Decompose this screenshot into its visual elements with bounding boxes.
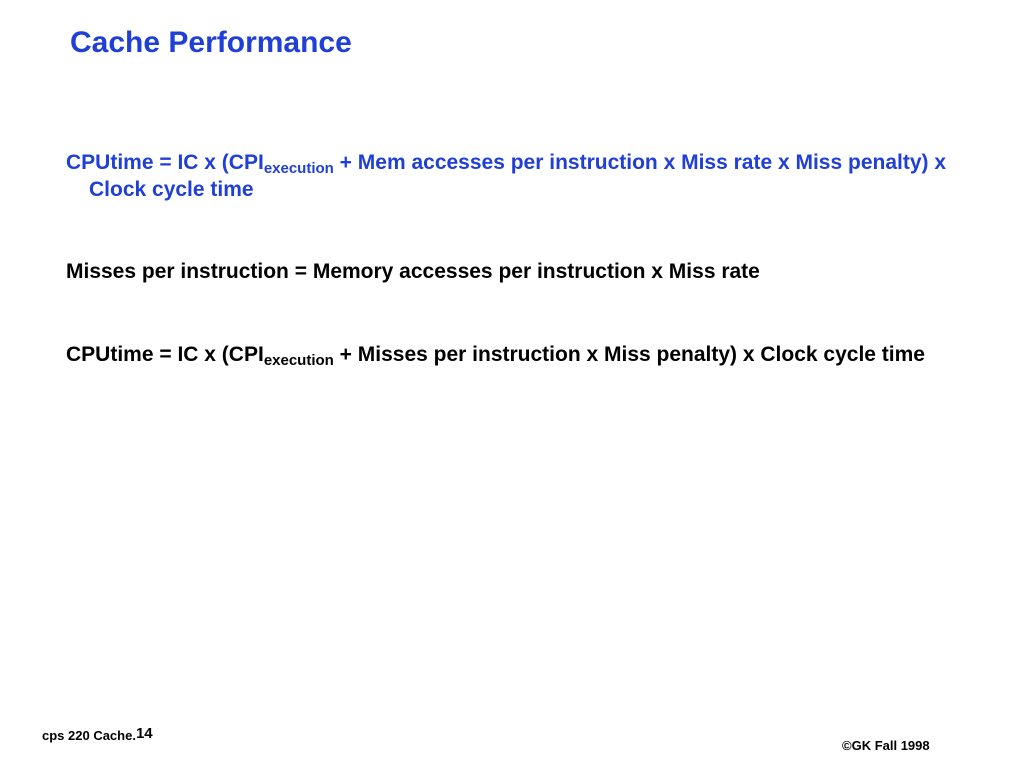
formula-prefix: CPUtime = IC x (CPI (66, 343, 264, 366)
formula-subscript: execution (263, 351, 334, 369)
cputime-formula-simplified (66, 341, 989, 368)
formula-subscript: execution (263, 159, 334, 177)
slide-title: Cache Performance (70, 26, 352, 59)
page-number: 14 (135, 725, 153, 742)
formula-prefix: CPUtime = IC x (CPI (66, 151, 264, 174)
footer-course-label (42, 727, 153, 744)
course-label: cps 220 Cache. (42, 728, 136, 743)
formula-suffix: + Mem accesses per instruction x Miss rate x Miss penalty) x Clock cycle time (89, 151, 947, 201)
cputime-formula-expanded (66, 149, 989, 203)
footer-copyright: ©GK Fall 1998 (842, 738, 930, 753)
misses-per-instruction-formula: Misses per instruction = Memory accesses per instruction x Miss rate (66, 260, 760, 283)
formula-suffix: + Misses per instruction x Miss penalty) x Clock cycle time (333, 343, 925, 366)
